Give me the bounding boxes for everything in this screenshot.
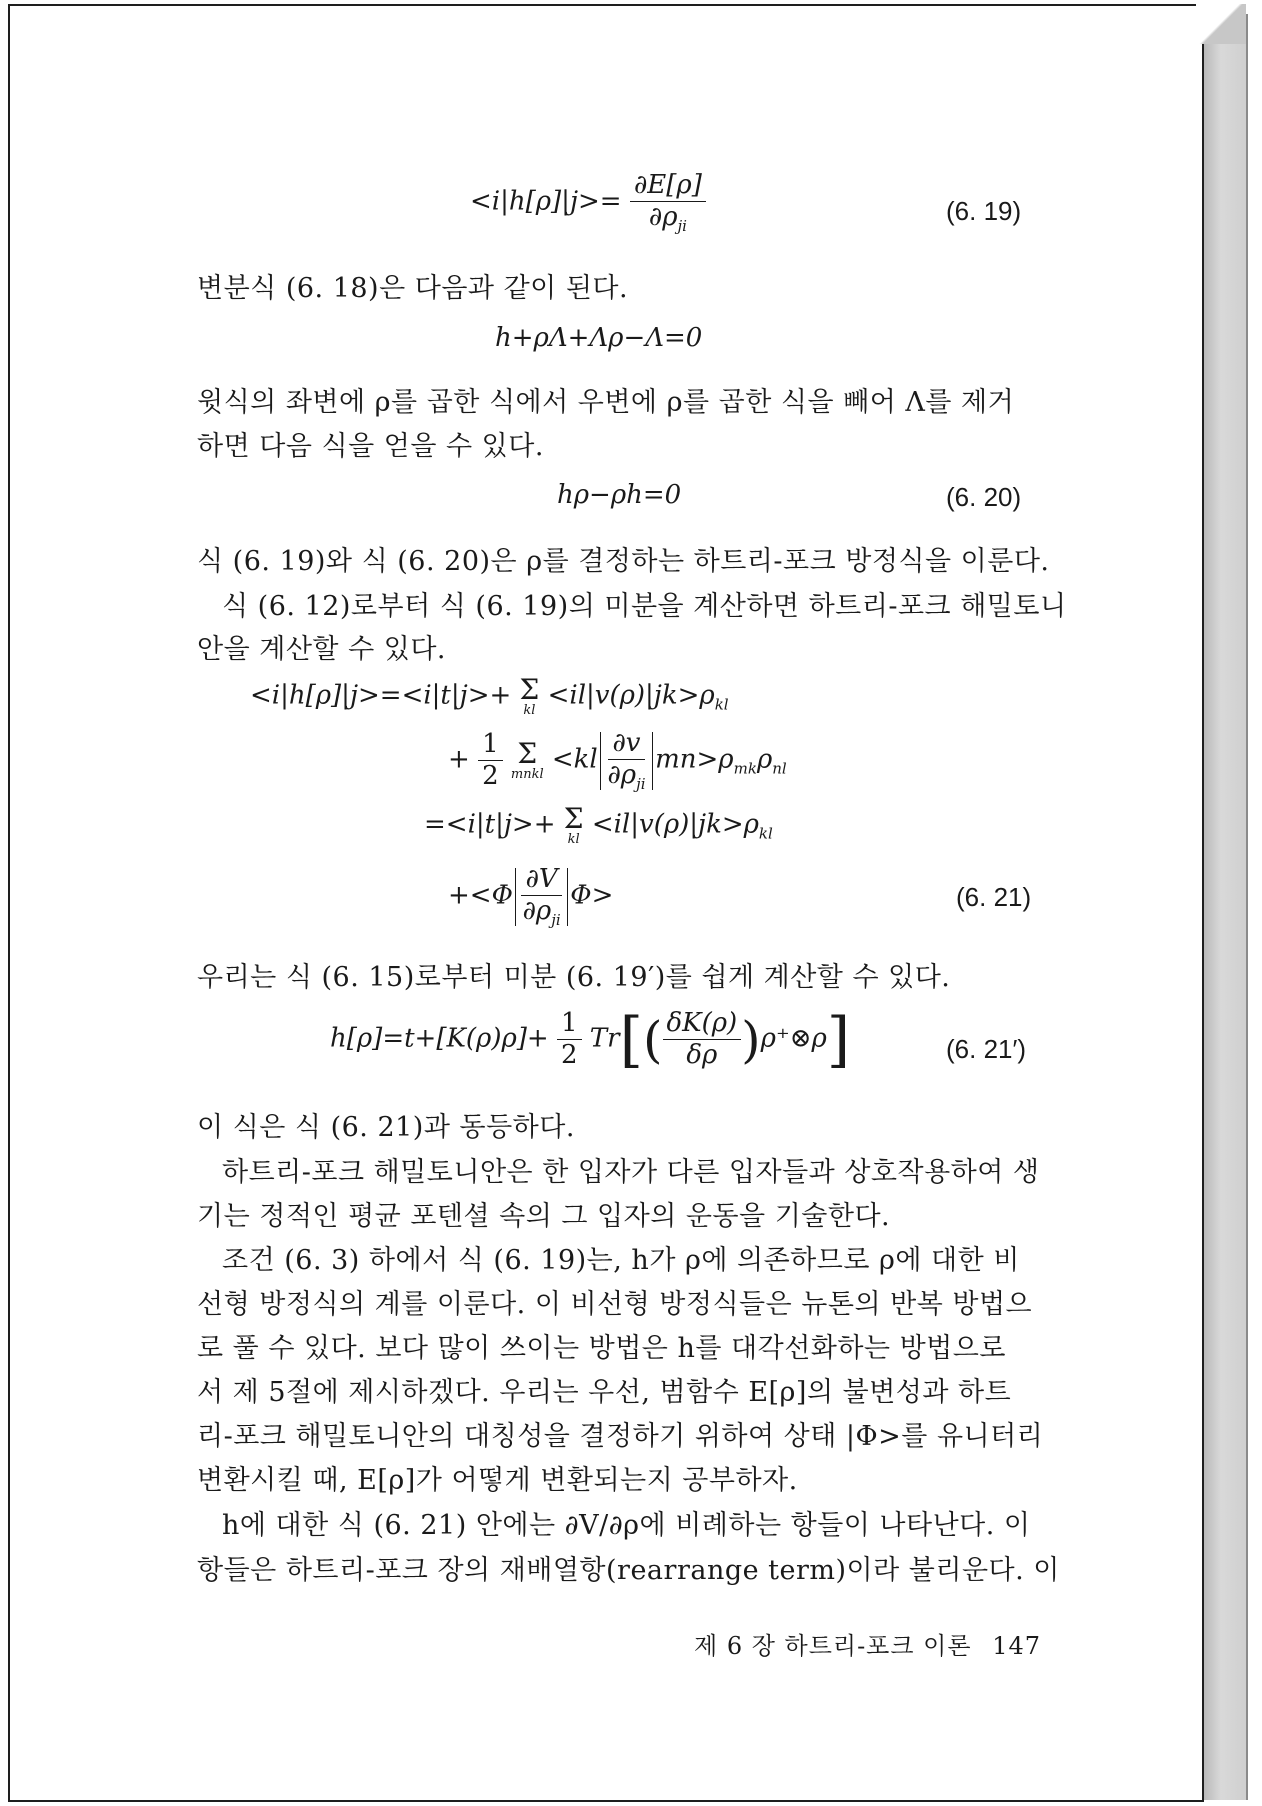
rho: ρ xyxy=(756,744,773,775)
eq-lhs: <i|h[ρ]|j>=<i|t|j>+ xyxy=(250,680,512,711)
paragraph-4-line-2: 안을 계산할 수 있다. xyxy=(197,634,446,665)
paragraph-7-line-2: 기는 정적인 평균 포텐셜 속의 그 입자의 운동을 기술한다. xyxy=(197,1201,891,1232)
sum-symbol xyxy=(519,673,540,718)
paragraph-8-line-3: 로 풀 수 있다. 보다 많이 쓰이는 방법은 h를 대각선화하는 방법으로 xyxy=(197,1333,1006,1364)
paragraph-8-line-4: 서 제 5절에 제시하겠다. 우리는 우선, 범함수 E[ρ]의 불변성과 하트 xyxy=(197,1377,1012,1408)
vertical-bar xyxy=(515,868,517,926)
sum-limit: kl xyxy=(567,832,580,847)
paragraph-8-line-5: 리-포크 해밀토니안의 대칭성을 결정하기 위하여 상태 |Φ>를 유니터리 xyxy=(197,1421,1044,1452)
den-base: ∂ρ xyxy=(607,760,637,791)
bra: +<Φ xyxy=(448,880,513,911)
fraction xyxy=(663,1008,742,1071)
equation-number-6-21: (6. 21) xyxy=(956,882,1032,912)
paragraph-4-line-1: 식 (6. 12)로부터 식 (6. 19)의 미분을 계산하면 하트리-포크 해밀토니 xyxy=(222,591,1067,622)
sigma: Σ xyxy=(517,737,538,771)
paragraph-2-line-2: 하면 다음 식을 얻을 수 있다. xyxy=(197,431,544,462)
paragraph-1: 변분식 (6. 18)은 다음과 같이 된다. xyxy=(197,273,629,304)
left-paren: ( xyxy=(642,1010,663,1069)
sigma: Σ xyxy=(519,673,540,706)
ket: Φ> xyxy=(570,880,614,911)
vertical-bar xyxy=(652,732,654,790)
paragraph-6: 이 식은 식 (6. 21)과 동등하다. xyxy=(197,1112,575,1143)
den-subscript: ji xyxy=(677,217,687,236)
sigma: Σ xyxy=(563,802,584,835)
vertical-bar xyxy=(600,732,602,790)
sum-symbol xyxy=(510,737,544,783)
paragraph-8-line-2: 선형 방정식의 계를 이룬다. 이 비선형 방정식들은 뉴톤의 반복 방법으 xyxy=(197,1289,1033,1320)
paragraph-8-line-6: 변환시킬 때, E[ρ]가 어떻게 변환되는지 공부하자. xyxy=(197,1465,798,1496)
numerator: ∂v xyxy=(608,728,644,760)
page-corner xyxy=(1196,4,1246,44)
paragraph-2-line-1: 윗식의 좌변에 ρ를 곱한 식에서 우변에 ρ를 곱한 식을 빼어 Λ를 제거 xyxy=(197,387,1015,418)
denominator xyxy=(603,760,649,793)
trace-operator: Tr xyxy=(589,1023,620,1054)
denominator: δρ xyxy=(686,1040,718,1071)
right-bracket: ] xyxy=(826,1004,851,1075)
eq-rhs: <il|v(ρ)|jk>ρ xyxy=(547,680,715,711)
den-subscript: ji xyxy=(551,911,561,930)
equation-6-20: hρ−ρh=0 xyxy=(557,480,682,510)
half-fraction xyxy=(478,729,503,792)
equation-number-6-19: (6. 19) xyxy=(946,196,1022,226)
numerator: 1 xyxy=(557,1008,582,1040)
denominator: 2 xyxy=(560,1040,578,1071)
equation-6-21-prime xyxy=(330,1004,851,1075)
eq-rhs: <il|v(ρ)|jk>ρ xyxy=(591,809,759,840)
eq-lhs: <i|h[ρ]|j>= xyxy=(470,186,622,217)
right-paren: ) xyxy=(741,1010,761,1069)
subscript: kl xyxy=(714,695,729,714)
paragraph-8-line-1: 조건 (6. 3) 하에서 식 (6. 19)는, h가 ρ에 의존하므로 ρ에 대한 비 xyxy=(222,1245,1020,1276)
numerator: ∂V xyxy=(521,864,561,896)
eq-lhs: =<i|t|j>+ xyxy=(424,809,556,840)
numerator: δK(ρ) xyxy=(663,1008,742,1040)
plus-sign: + xyxy=(448,744,470,775)
paragraph-5: 우리는 식 (6. 15)로부터 미분 (6. 19′)를 쉽게 계산할 수 있다. xyxy=(197,962,951,993)
denominator xyxy=(518,896,564,929)
sum-limit: mnkl xyxy=(510,767,544,783)
equation-number-6-20: (6. 20) xyxy=(946,482,1022,512)
denominator: 2 xyxy=(482,761,499,792)
den-base: ∂ρ xyxy=(522,896,552,927)
equation-6-21-line-3 xyxy=(424,802,773,847)
denominator xyxy=(645,202,691,235)
eq-tail: ρ⁺⊗ρ xyxy=(760,1023,827,1054)
chapter-title: 제 6 장 하트리-포크 이론 xyxy=(694,1632,972,1660)
half-fraction xyxy=(557,1008,582,1071)
left-bracket: [ xyxy=(619,1004,643,1075)
ket: mn>ρ xyxy=(655,744,734,775)
numerator: ∂E[ρ] xyxy=(630,170,706,202)
paragraph-3: 식 (6. 19)와 식 (6. 20)은 ρ를 결정하는 하트리-포크 방정식을 이룬다. xyxy=(197,546,1050,577)
page-number: 147 xyxy=(992,1632,1042,1660)
fraction xyxy=(518,864,564,929)
den-base: ∂ρ xyxy=(648,202,678,233)
equation-6-19 xyxy=(470,170,706,235)
subscript: mk xyxy=(733,759,757,778)
paragraph-9-line-1: h에 대한 식 (6. 21) 안에는 ∂V/∂ρ에 비례하는 항들이 나타난다. 이 xyxy=(222,1510,1031,1541)
paragraph-7-line-1: 하트리-포크 해밀토니안은 한 입자가 다른 입자들과 상호작용하여 생 xyxy=(222,1157,1040,1188)
equation-number-6-21-prime: (6. 21′) xyxy=(946,1034,1027,1064)
fraction xyxy=(630,170,706,235)
eq-lhs: h[ρ]=t+[K(ρ)ρ]+ xyxy=(330,1023,549,1054)
paragraph-9-line-2: 항들은 하트리-포크 장의 재배열항(rearrange term)이라 불리운다. 이 xyxy=(197,1555,1060,1586)
subscript: kl xyxy=(758,824,773,843)
den-subscript: ji xyxy=(636,775,646,794)
bra: <kl xyxy=(551,744,598,775)
equation-6-21-line-1 xyxy=(250,673,729,718)
page-edge-shadow xyxy=(1204,14,1248,1800)
subscript: nl xyxy=(772,759,787,778)
vertical-bar xyxy=(567,868,569,926)
running-footer xyxy=(694,1626,1041,1661)
fraction xyxy=(603,728,649,793)
equation-6-21-line-2 xyxy=(448,728,787,793)
equation-lambda: h+ρΛ+Λρ−Λ=0 xyxy=(495,323,703,353)
equation-6-21-line-4 xyxy=(448,864,613,929)
numerator: 1 xyxy=(478,729,503,761)
sum-symbol xyxy=(563,802,584,847)
sum-limit: kl xyxy=(523,703,536,718)
